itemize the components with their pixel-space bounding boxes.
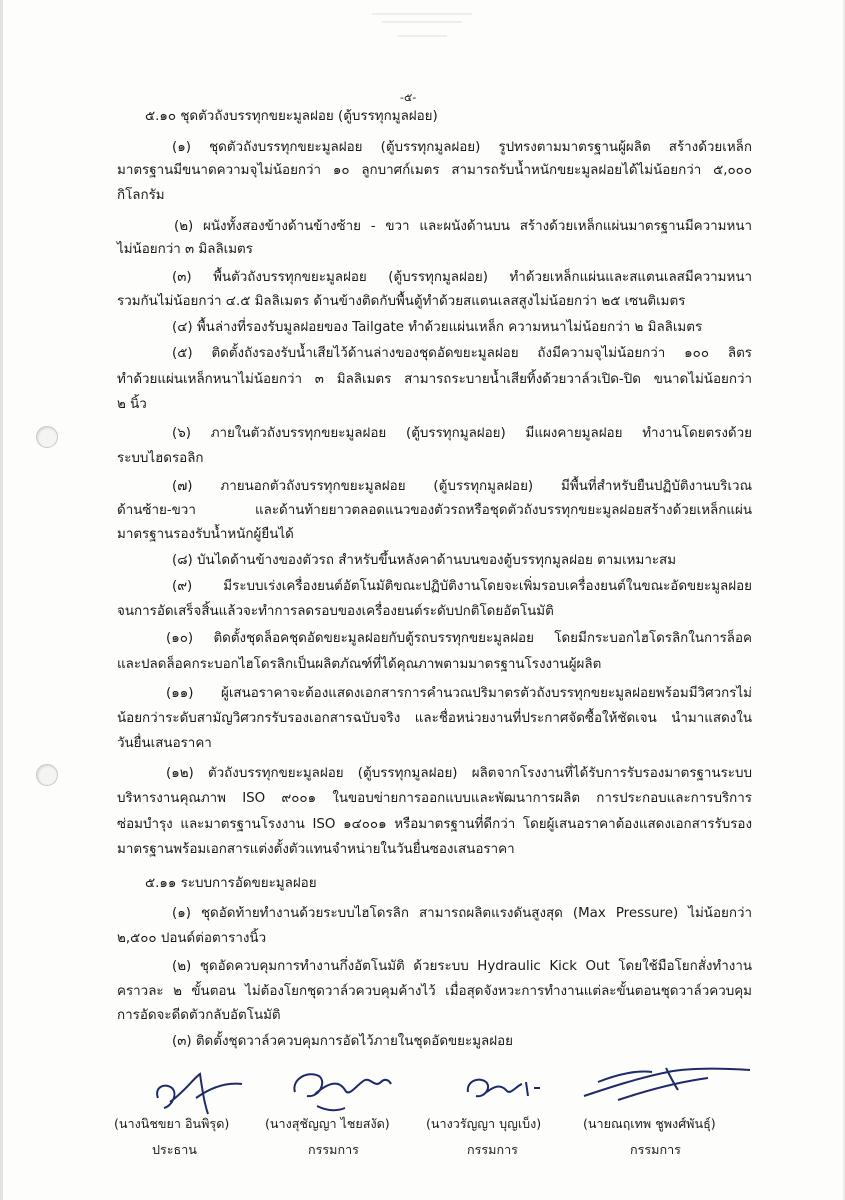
signatory-role: กรรมการ — [467, 1142, 518, 1157]
doc-line: ๒,๕๐๐ ปอนด์ต่อตารางนิ้ว — [117, 931, 267, 946]
doc-line: รวมกันไม่น้อยกว่า ๔.๕ มิลลิเมตร ด้านข้างติดกับพื้นตู้ทำด้วยสแตนเลสสูงไม่น้อยกว่า ๒๕ เซนติเมตร — [117, 294, 686, 309]
bleed-through-letterhead — [352, 6, 492, 46]
signatory-name: (นางสุชัญญา ไชยสงัด) — [265, 1116, 390, 1131]
doc-line: มาตรฐานพร้อมเอกสารแต่งตั้งตัวแทนจำหน่ายในวันยื่นซองเสนอราคา — [117, 842, 515, 857]
section-heading-5-11: ๕.๑๑ ระบบการอัดขยะมูลฝอย — [145, 876, 317, 891]
doc-line: น้อยกว่าระดับสามัญวิศวกรรับรองเอกสารฉบับจริง และชื่อหน่วยงานที่ประกาศจัดซื้อให้ชัดเจน นำมาแสดงใน — [117, 711, 752, 726]
doc-line: (๖) ภายในตัวถังบรรทุกขยะมูลฝอย (ตู้บรรทุกมูลฝอย) มีแผงคายมูลฝอย ทำงานโดยตรงด้วย — [172, 426, 752, 441]
doc-line: ๒ นิ้ว — [117, 397, 147, 412]
doc-line: (๘) บันไดด้านข้างของตัวรถ สำหรับขึ้นหลังคาด้านบนของตู้บรรทุกมูลฝอย ตามเหมาะสม — [172, 553, 677, 568]
doc-line: และปลดล็อคกระบอกไฮโดรลิกเป็นผลิตภัณฑ์ที่ได้คุณภาพตามมาตรฐานโรงงานผู้ผลิต — [117, 657, 602, 672]
doc-line: ด้านซ้าย-ขวา และด้านท้ายยาวตลอดแนวของตัวรถหรือชุดตัวถังบรรทุกขยะมูลฝอยสร้างด้วยเหล็กแผ่น — [117, 503, 752, 518]
signatory-name: (นางวรัญญา บุญเบ็ง) — [426, 1116, 542, 1131]
doc-line: การอัดจะดีดตัวกลับอัตโนมัติ — [117, 1008, 281, 1023]
page-number: -๕- — [400, 91, 417, 104]
section-heading-5-10: ๕.๑๐ ชุดตัวถังบรรทุกขยะมูลฝอย (ตู้บรรทุกมูลฝอย) — [145, 109, 438, 124]
doc-line: (๑๑) ผู้เสนอราคาจะต้องแสดงเอกสารการคำนวณปริมาตรตัวถังบรรทุกขยะมูลฝอยพร้อมมีวิศวกรไม่ — [166, 686, 752, 701]
doc-line: มาตรฐานมีขนาดความจุไม่น้อยกว่า ๑๐ ลูกบาศก์เมตร สามารถรับน้ำหนักขยะมูลฝอยได้ไม่น้อยกว่า ๕,๐๐๐ — [117, 163, 752, 178]
signatory-name: (นางนิชขยา อินพิรุด) — [114, 1116, 230, 1131]
doc-line: วันยื่นเสนอราคา — [117, 736, 212, 751]
doc-line: ระบบไฮดรอลิก — [117, 451, 204, 466]
doc-line: (๗) ภายนอกตัวถังบรรทุกขยะมูลฝอย (ตู้บรรทุกมูลฝอย) มีพื้นที่สำหรับยืนปฏิบัติงานบริเวณ — [172, 479, 752, 494]
binder-hole-upper — [36, 426, 58, 448]
doc-line: (๔) พื้นล่างที่รองรับมูลฝอยของ Tailgate ทำด้วยแผ่นเหล็ก ความหนาไม่น้อยกว่า ๒ มิลลิเมตร — [172, 320, 703, 335]
doc-line: จนการอัดเสร็จสิ้นแล้วจะทำการลดรอบของเครื่องยนต์ระดับปกติโดยอัตโนมัติ — [117, 604, 554, 619]
signatory-role: กรรมการ — [630, 1142, 681, 1157]
doc-line: (๑๒) ตัวถังบรรทุกขยะมูลฝอย (ตู้บรรทุกมูลฝอย) ผลิตจากโรงงานที่ได้รับการรับรองมาตรฐานระบบ — [166, 766, 752, 781]
binder-hole-lower — [36, 764, 58, 786]
doc-line: ไม่น้อยกว่า ๓ มิลลิเมตร — [117, 242, 253, 257]
doc-line: ทำด้วยแผ่นเหล็กหนาไม่น้อยกว่า ๓ มิลลิเมตร สามารถระบายน้ำเสียทิ้งด้วยวาล์วเปิด-ปิด ขนาดไม่น้อยกว่า — [117, 372, 752, 387]
signatory-role: กรรมการ — [308, 1142, 359, 1157]
doc-line: (๑) ชุดตัวถังบรรทุกขยะมูลฝอย (ตู้บรรทุกมูลฝอย) รูปทรงตามมาตรฐานผู้ผลิต สร้างด้วยเหล็ก — [172, 140, 752, 155]
doc-line: (๙) มีระบบเร่งเครื่องยนต์อัตโนมัติขณะปฏิบัติงานโดยจะเพิ่มรอบเครื่องยนต์ในขณะอัดขยะมูลฝอย — [172, 579, 752, 594]
signatory-role: ประธาน — [152, 1142, 197, 1157]
doc-line: (๑) ชุดอัดท้ายทำงานด้วยระบบไฮโดรลิก สามารถผลิตแรงดันสูงสุด (Max Pressure) ไม่น้อยกว่า — [172, 906, 752, 921]
doc-line: (๓) พื้นตัวถังบรรทุกขยะมูลฝอย (ตู้บรรทุกมูลฝอย) ทำด้วยเหล็กแผ่นและสแตนเลสมีความหนา — [172, 270, 752, 285]
doc-line: (๒) ผนังทั้งสองข้างด้านข้างซ้าย - ขวา และผนังด้านบน สร้างด้วยเหล็กแผ่นมาตรฐานมีความหนา — [174, 219, 752, 234]
doc-line: มาตรฐานรองรับน้ำหนักผู้ยืนได้ — [117, 527, 294, 542]
doc-line: (๓) ติดตั้งชุดวาล์วควบคุมการอัดไว้ภายในชุดอัดขยะมูลฝอย — [172, 1034, 513, 1049]
doc-line: (๑๐) ติดตั้งชุดล็อคชุดอัดขยะมูลฝอยกับตู้รถบรรทุกขยะมูลฝอย โดยมีกระบอกไฮโดรลิกในการล็อค — [166, 631, 752, 646]
doc-line: (๕) ติดตั้งถังรองรับน้ำเสียไว้ด้านล่างของชุดอัดขยะมูลฝอย ถังมีความจุไม่น้อยกว่า ๑๐๐ ลิตร — [172, 346, 752, 361]
signatory-name: (นายณฤเทพ ชูพงศ์พันธุ์) — [583, 1116, 716, 1131]
doc-line: คราวละ ๒ ขั้นตอน ไม่ต้องโยกชุดวาล์วควบคุมค้างไว้ เมื่อสุดจังหวะการทำงานแต่ละขั้นตอนชุดวาล์วควบคุม — [117, 984, 752, 999]
doc-line: ซ่อมบำรุง และมาตรฐานโรงงาน ISO ๑๔๐๐๑ หรือมาตรฐานที่ดีกว่า โดยผู้เสนอราคาต้องแสดงเอกสารรับรอง — [117, 817, 752, 832]
doc-line: บริหารงานคุณภาพ ISO ๙๐๐๑ ในขอบข่ายการออกแบบและพัฒนาการผลิต การประกอบและการบริการ — [117, 791, 752, 806]
doc-line: (๒) ชุดอัดควบคุมการทำงานกึ่งอัตโนมัติ ด้วยระบบ Hydraulic Kick Out โดยใช้มือโยกสั่งทำงาน — [172, 959, 752, 974]
doc-line: กิโลกรัม — [117, 188, 165, 203]
